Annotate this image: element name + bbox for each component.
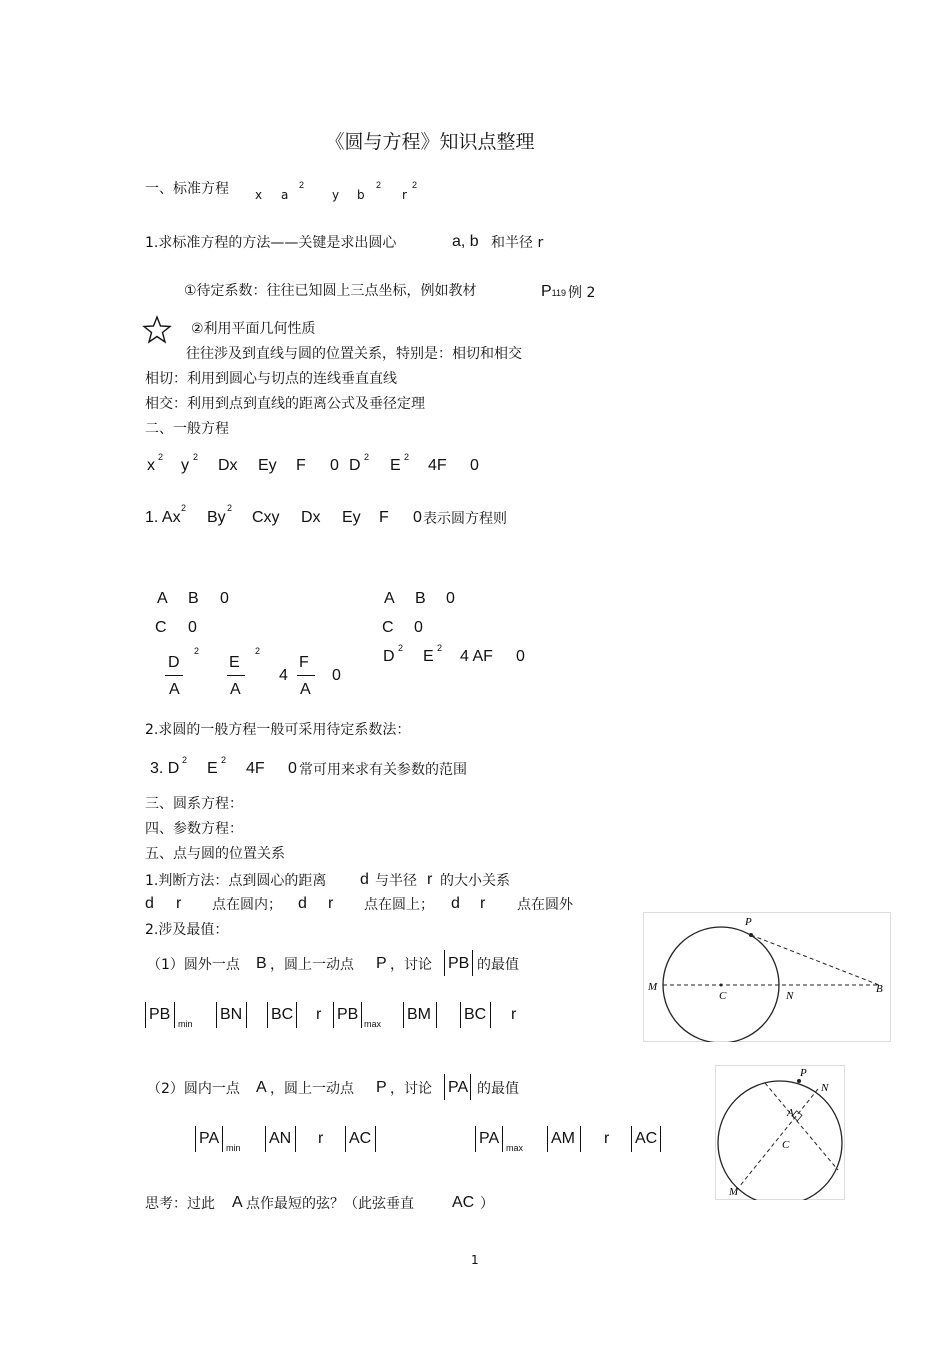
figure-point-inside-circle — [715, 1065, 845, 1200]
label-m: M — [648, 981, 658, 993]
label-b: B — [876, 983, 883, 995]
tangent-note: 相切：利用到圆心与切点的连线垂直直线 — [145, 371, 397, 387]
method-line: 1.求标准方程的方法——关键是求出圆心 — [145, 235, 397, 251]
page-title: 《圆与方程》知识点整理 — [325, 131, 535, 153]
intersect-note: 相交：利用到点到直线的距离公式及垂径定理 — [145, 396, 425, 412]
label-n: N — [786, 990, 794, 1002]
center-ab: a, b — [452, 233, 479, 250]
label-p2: P — [800, 1067, 807, 1079]
section-5-heading: 五、点与圆的位置关系 — [145, 846, 285, 862]
section-2-heading: 二、一般方程 — [145, 421, 229, 437]
section-3-heading: 三、圆系方程： — [145, 796, 243, 812]
section-1-heading: 一、标准方程 — [145, 181, 229, 197]
label-a2: A — [787, 1107, 794, 1119]
general-method-line: 2.求圆的一般方程一般可采用待定系数法： — [145, 722, 411, 738]
label-c2: C — [782, 1139, 790, 1151]
star-icon — [142, 315, 172, 345]
figure-point-outside-circle — [643, 912, 891, 1042]
label-c: C — [719, 990, 727, 1002]
method-1: ①待定系数：往往已知圆上三点坐标，例如教材 — [184, 283, 477, 299]
page-number: 1 — [471, 1253, 479, 1267]
label-p: P — [745, 916, 752, 928]
method-2-detail: 往往涉及到直线与圆的位置关系，特别是：相切和相交 — [186, 346, 522, 362]
textbook-example: 例 2 — [568, 285, 596, 301]
label-m2: M — [729, 1186, 739, 1198]
radius-r: 和半径 r — [491, 235, 544, 251]
label-n2: N — [821, 1082, 829, 1094]
textbook-ref: P119 — [541, 283, 567, 300]
extremum-heading: 2.涉及最值： — [145, 922, 229, 938]
section-4-heading: 四、参数方程： — [145, 821, 243, 837]
method-2: ②利用平面几何性质 — [191, 321, 316, 337]
